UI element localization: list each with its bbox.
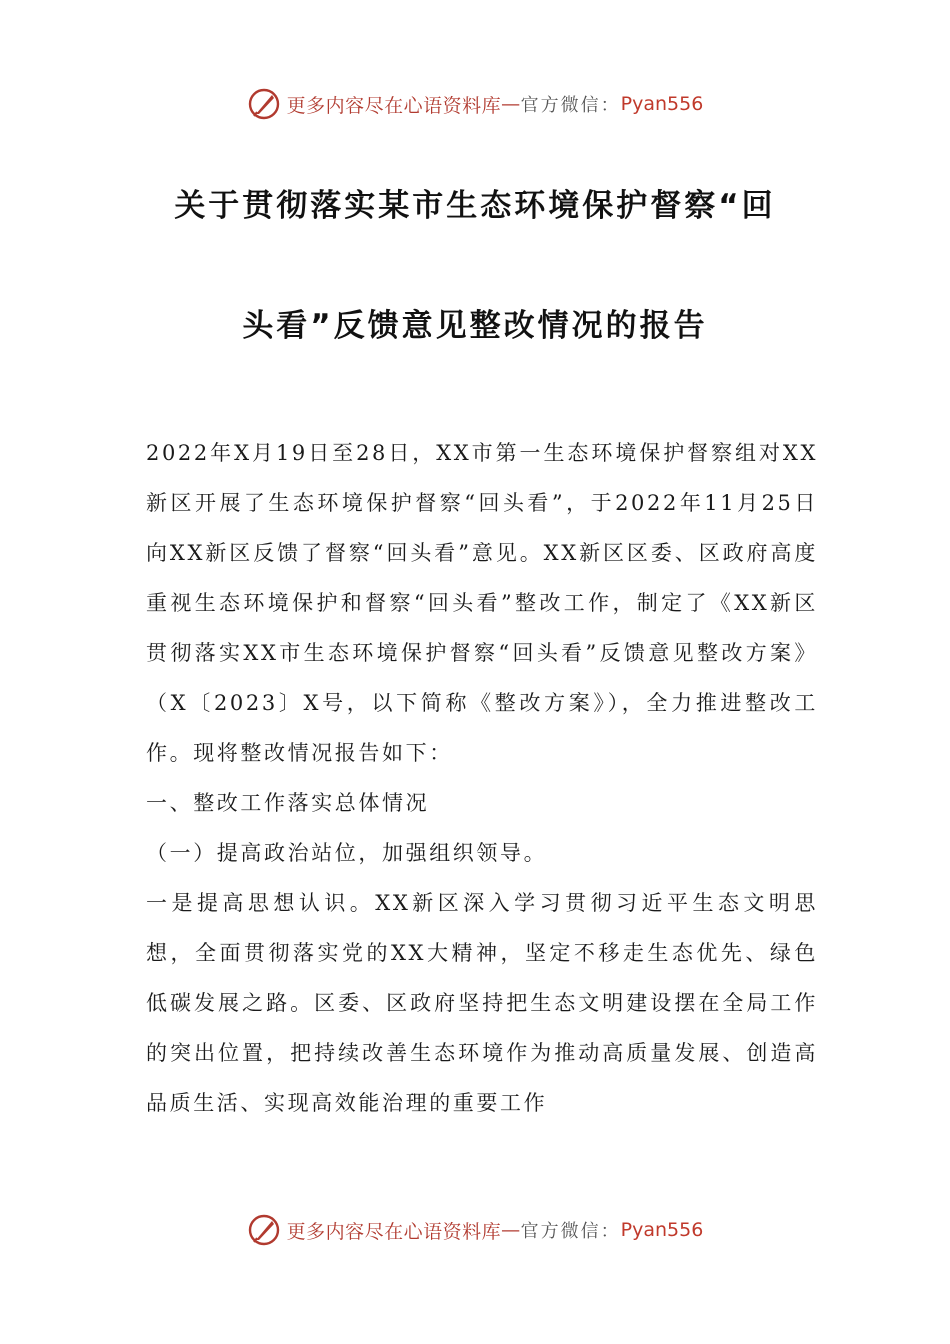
quill-logo-icon — [247, 87, 281, 121]
paragraph-intro: 2022年X月19日至28日，XX市第一生态环境保护督察组对XX新区开展了生态环境保护督察“回头看”，于2022年11月25日向XX新区反馈了督察“回头看”意见。XX新区区委、区政府高度重视生态环境保护和督察“回头看”整改工作，制定了《XX新区贯彻落实XX市生态环境保护督察“回头看”反馈意见整改方案》（X〔2023〕X号，以下简称《整改方案》），全力推进整改工作。现将整改情况报告如下： — [146, 441, 818, 765]
section-heading-1: 一、整改工作落实总体情况 — [146, 791, 430, 815]
watermark-suffix: 官方微信： — [520, 1221, 621, 1242]
watermark-suffix: 官方微信： — [520, 95, 621, 116]
document-body — [146, 428, 818, 1128]
subsection-heading-1: （一）提高政治站位，加强组织领导。 — [146, 841, 548, 865]
header-watermark — [0, 84, 950, 124]
paragraph-thought: 一是提高思想认识。XX新区深入学习贯彻习近平生态文明思想，全面贯彻落实党的XX大精神，坚定不移走生态优先、绿色低碳发展之路。区委、区政府坚持把生态文明建设摆在全局工作的突出位置，把持续改善生态环境作为推动高质量发展、创造高品质生活、实现高效能治理的重要工作 — [146, 891, 818, 1115]
watermark-id: Pyan556 — [620, 93, 704, 115]
watermark-brand: 更多内容尽在心语资料库 — [286, 1220, 502, 1243]
watermark-brand: 更多内容尽在心语资料库 — [286, 94, 502, 117]
document-title-line-2: 头看”反馈意见整改情况的报告 — [242, 308, 708, 344]
watermark-dash: — — [501, 1219, 521, 1241]
footer-watermark — [0, 1210, 950, 1250]
quill-logo-icon — [247, 1213, 281, 1247]
document-title-line-1: 关于贯彻落实某市生态环境保护督察“回 — [174, 188, 776, 224]
watermark-id: Pyan556 — [620, 1219, 704, 1241]
watermark-dash: — — [501, 93, 521, 115]
